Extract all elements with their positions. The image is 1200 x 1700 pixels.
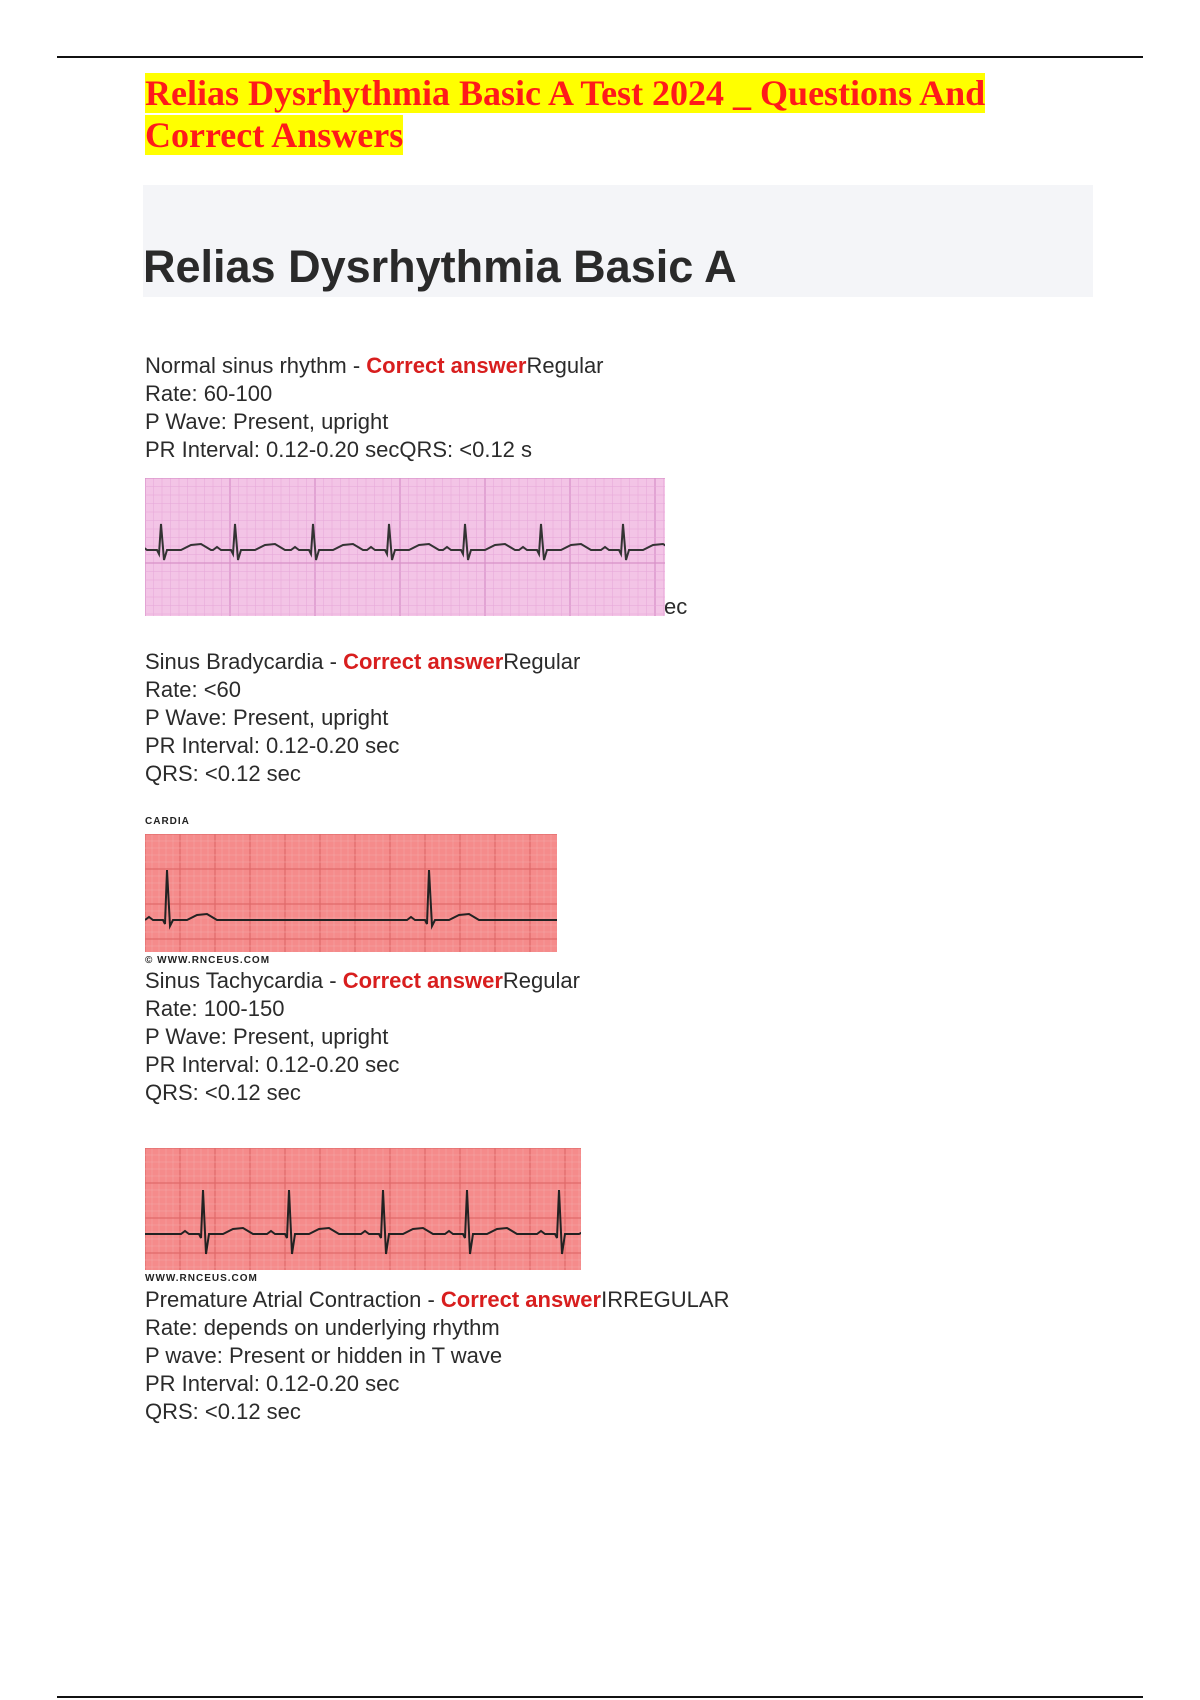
question-sinus-bradycardia	[145, 648, 1045, 788]
answer-line: QRS: <0.12 sec	[145, 761, 301, 786]
question-line	[145, 648, 1045, 676]
answer-line: Rate: depends on underlying rhythm	[145, 1315, 500, 1340]
title-line-2: Correct Answers	[145, 115, 404, 155]
strip-source-label: WWW.RNCEUS.COM	[145, 1273, 258, 1284]
question-term: Sinus Bradycardia -	[145, 649, 344, 674]
answer-line: P Wave: Present, upright	[145, 705, 389, 730]
document-title	[145, 72, 1045, 156]
answer-line: Rate: 60-100	[145, 381, 273, 406]
question-normal-sinus-rhythm	[145, 352, 1045, 464]
question-sinus-tachycardia	[145, 967, 1045, 1107]
correct-answer-tag: Correct answer	[440, 1287, 602, 1312]
answer-line: P Wave: Present, upright	[145, 409, 389, 434]
bottom-rule	[57, 1696, 1143, 1698]
strip-top-label: CARDIA	[145, 816, 190, 827]
ecg-strip-normal-sinus	[145, 478, 665, 616]
answer-line: QRS: <0.12 sec	[145, 1080, 301, 1105]
answer-first: Regular	[502, 968, 580, 993]
question-line	[145, 352, 1045, 380]
top-rule	[57, 56, 1143, 58]
question-line	[145, 967, 1045, 995]
ecg-paper	[145, 1148, 581, 1270]
correct-answer-tag: Correct answer	[343, 649, 504, 674]
strip-source-label: © WWW.RNCEUS.COM	[145, 955, 271, 966]
stray-fragment: ec	[664, 594, 688, 619]
answer-line: Rate: 100-150	[145, 996, 285, 1021]
ecg-strip-bradycardia	[145, 834, 557, 952]
answer-line: PR Interval: 0.12-0.20 secQRS: <0.12 s	[145, 437, 533, 462]
question-term: Sinus Tachycardia -	[145, 968, 343, 993]
question-line	[145, 1286, 1045, 1314]
correct-answer-tag: Correct answer	[366, 353, 527, 378]
correct-answer-tag: Correct answer	[342, 968, 503, 993]
answer-line: PR Interval: 0.12-0.20 sec	[145, 1052, 400, 1077]
answer-first: IRREGULAR	[601, 1287, 730, 1312]
answer-line: P wave: Present or hidden in T wave	[145, 1343, 503, 1368]
answer-line: P Wave: Present, upright	[145, 1024, 389, 1049]
question-premature-atrial-contraction	[145, 1286, 1045, 1426]
answer-first: Regular	[526, 353, 604, 378]
answer-line: PR Interval: 0.12-0.20 sec	[145, 733, 400, 758]
answer-line: Rate: <60	[145, 677, 242, 702]
header-banner	[143, 185, 1093, 297]
answer-line: PR Interval: 0.12-0.20 sec	[145, 1371, 400, 1396]
answer-line: QRS: <0.12 sec	[145, 1399, 301, 1424]
question-term: Normal sinus rhythm -	[145, 353, 367, 378]
question-term: Premature Atrial Contraction -	[145, 1287, 441, 1312]
answer-first: Regular	[503, 649, 581, 674]
ecg-strip-tachycardia	[145, 1148, 581, 1270]
title-line-1: Relias Dysrhythmia Basic A Test 2024 _ Questions And	[145, 73, 986, 113]
banner-title: Relias Dysrhythmia Basic A	[143, 241, 737, 292]
